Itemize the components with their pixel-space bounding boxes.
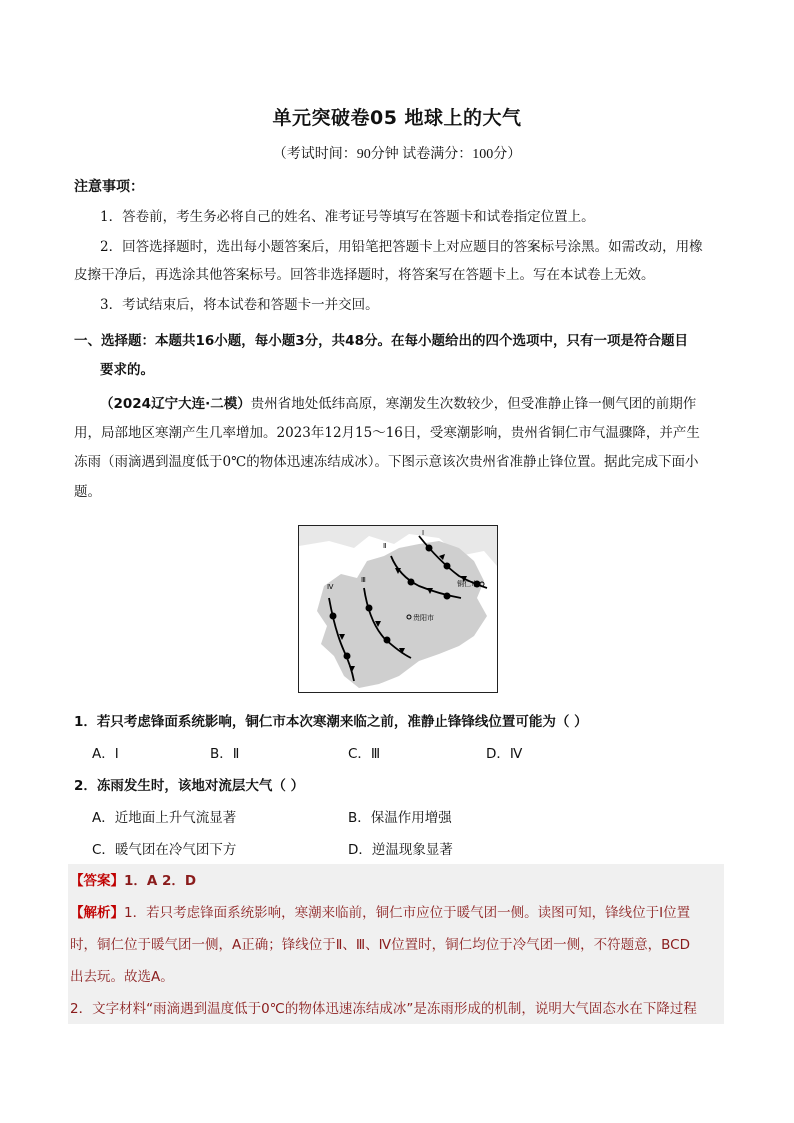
- front-position-map: [298, 525, 498, 693]
- front-4-semicircle: [330, 613, 337, 620]
- front-1-semicircle: [444, 563, 451, 570]
- analysis-line-2: 时，铜仁位于暖气团一侧，A正确；锋线位于Ⅱ、Ⅲ、Ⅳ位置时，铜仁均位于冷气团一侧，不符题意，BCD: [70, 937, 690, 953]
- answer-label: 【答案】: [70, 873, 124, 889]
- q1-option-b: B．Ⅱ: [210, 746, 240, 762]
- front-2-semicircle: [444, 593, 451, 600]
- stem-line-4: 题。: [74, 484, 101, 500]
- analysis-line-4: 2．文字材料“雨滴遇到温度低于0℃的物体迅速冻结成冰”是冻雨形成的机制，说明大气固态水在下降过程: [70, 1001, 697, 1017]
- guiyang-label: 贵阳市: [413, 614, 434, 622]
- q1-option-a: A．Ⅰ: [92, 746, 119, 762]
- stem-text-1: 贵州省地处低纬高原，寒潮发生次数较少，但受准静止锋一侧气团的前期作: [250, 396, 697, 412]
- notice-item-1: 1．答卷前，考生务必将自己的姓名、准考证号等填写在答题卡和试卷指定位置上。: [100, 209, 595, 225]
- notice-heading: 注意事项：: [74, 179, 144, 195]
- analysis-label: 【解析】: [70, 905, 124, 921]
- stem-line-2: 用，局部地区寒潮产生几率增加。2023年12月15～16日，受寒潮影响，贵州省铜仁市气温骤降，并产生: [74, 425, 700, 441]
- front-label-3: Ⅲ: [361, 576, 366, 584]
- page-title: 单元突破卷05 地球上的大气: [272, 107, 522, 129]
- guizhou-province: [317, 541, 487, 688]
- front-4-semicircle: [344, 653, 351, 660]
- analysis-text-1: 1．若只考虑锋面系统影响，寒潮来临前，铜仁市应位于暖气团一侧。读图可知，锋线位于Ⅰ位置: [124, 905, 691, 921]
- front-label-4: Ⅳ: [327, 583, 334, 591]
- front-1-semicircle: [426, 545, 433, 552]
- front-3-semicircle: [366, 605, 373, 612]
- stem-line-1: [100, 392, 696, 416]
- front-label-2: Ⅱ: [383, 542, 387, 550]
- analysis-line-3: 出去玩。故选A。: [70, 969, 174, 985]
- question-1-stem: 1．若只考虑锋面系统影响，铜仁市本次寒潮来临之前，准静止锋锋线位置可能为（ ）: [74, 714, 588, 730]
- stem-line-3: 冻雨（雨滴遇到温度低于0℃的物体迅速冻结成冰）。下图示意该次贵州省准静止锋位置。据此完成下面小: [74, 454, 699, 470]
- front-label-1: Ⅰ: [422, 529, 425, 537]
- section-heading: 一、选择题：本题共16小题，每小题3分，共48分。在每小题给出的四个选项中，只有一项是符合题目: [74, 333, 688, 349]
- question-2-stem: 2．冻雨发生时，该地对流层大气（ ）: [74, 778, 305, 794]
- q2-option-c: C．暖气团在冷气团下方: [92, 842, 237, 858]
- answer-text: 1．A 2．D: [124, 873, 197, 889]
- q2-option-d: D．逆温现象显著: [348, 842, 453, 858]
- analysis-line-1: [70, 901, 690, 921]
- exam-info: （考试时间：90分钟 试卷满分：100分）: [272, 147, 522, 162]
- q1-option-d: D．Ⅳ: [486, 746, 523, 762]
- notice-item-2-cont: 皮擦干净后，再选涂其他答案标号。回答非选择题时，将答案写在答题卡上。写在本试卷上无效。: [74, 267, 655, 283]
- stem-source: （2024辽宁大连·二模）: [100, 396, 251, 412]
- q1-option-c: C．Ⅲ: [348, 746, 381, 762]
- section-heading-cont: 要求的。: [100, 362, 154, 378]
- front-3-semicircle: [384, 637, 391, 644]
- tongren-label: 铜仁市: [457, 580, 478, 588]
- answer-line: [70, 869, 196, 889]
- notice-item-2: 2．回答选择题时，选出每小题答案后，用铅笔把答题卡上对应题目的答案标号涂黑。如需改动，用橡: [100, 239, 703, 255]
- q2-option-a: A．近地面上升气流显著: [92, 810, 237, 826]
- map-graphic: [299, 526, 497, 692]
- notice-item-3: 3．考试结束后，将本试卷和答题卡一并交回。: [100, 297, 379, 313]
- q2-option-b: B．保温作用增强: [348, 810, 452, 826]
- front-2-semicircle: [408, 579, 415, 586]
